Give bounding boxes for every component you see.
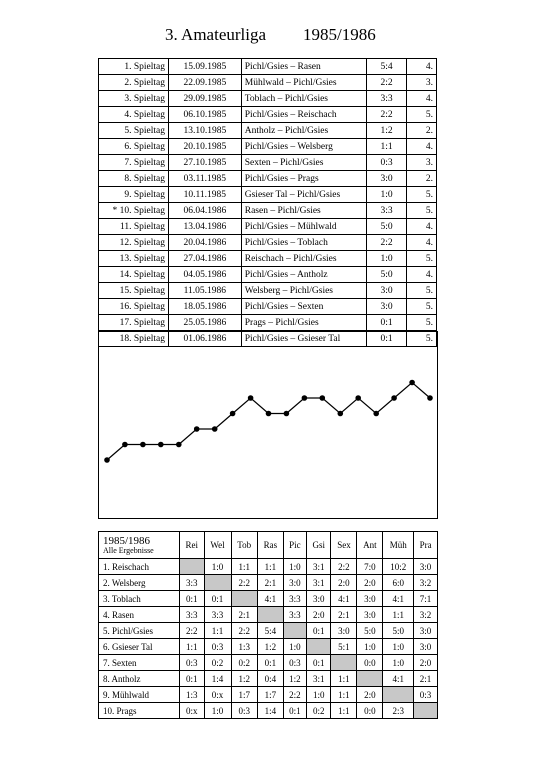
schedule-match: Pichl/Gsies – Mühlwald	[241, 219, 366, 235]
schedule-score: 1:1	[366, 139, 407, 155]
results-column-header: Müh	[383, 532, 414, 559]
results-cell: 2:1	[231, 607, 257, 623]
results-team: 2. Welsberg	[99, 575, 180, 591]
schedule-score: 5:0	[366, 219, 407, 235]
results-diagonal-cell	[257, 607, 283, 623]
results-cell: 0:3	[414, 687, 438, 703]
results-cell: 2:0	[331, 575, 357, 591]
results-cell: 0:1	[180, 591, 205, 607]
results-cell: 4:1	[383, 591, 414, 607]
schedule-row	[99, 123, 437, 139]
schedule-score: 1:0	[366, 251, 407, 267]
schedule-date: 15.09.1985	[168, 59, 241, 75]
schedule-score: 0:3	[366, 155, 407, 171]
results-cell: 3:1	[306, 575, 331, 591]
schedule-day: 1. Spieltag	[99, 59, 169, 75]
results-cell: 0:x	[180, 703, 205, 719]
schedule-row	[99, 251, 437, 267]
schedule-day: 16. Spieltag	[99, 299, 169, 315]
results-cell: 3:0	[283, 575, 306, 591]
schedule-rank: 5.	[407, 251, 437, 267]
schedule-rank: 4.	[407, 235, 437, 251]
schedule-row	[99, 107, 437, 123]
schedule-score: 5:0	[366, 267, 407, 283]
results-cell: 3:0	[414, 639, 438, 655]
schedule-match: Reischach – Pichl/Gsies	[241, 251, 366, 267]
results-diagonal-cell	[331, 655, 357, 671]
results-cell: 2:0	[414, 655, 438, 671]
schedule-row	[99, 219, 437, 235]
results-cell: 1:0	[204, 559, 231, 575]
ranking-point	[140, 442, 146, 448]
results-cell: 1:7	[231, 687, 257, 703]
results-cell: 3:2	[414, 607, 438, 623]
schedule-score: 3:0	[366, 171, 407, 187]
ranking-point	[355, 395, 361, 401]
schedule-match: Pichl/Gsies – Welsberg	[241, 139, 366, 155]
results-cell: 1:0	[204, 703, 231, 719]
results-cell: 3:3	[283, 607, 306, 623]
ranking-point	[302, 395, 308, 401]
schedule-date: 27.04.1986	[168, 251, 241, 267]
schedule-match: Pichl/Gsies – Reischach	[241, 107, 366, 123]
results-cell: 4:1	[383, 671, 414, 687]
results-cell: 4:1	[331, 591, 357, 607]
schedule-date: 10.11.1985	[168, 187, 241, 203]
results-cell: 1:0	[283, 639, 306, 655]
schedule-rank: 5.	[407, 187, 437, 203]
schedule-date: 06.10.1985	[168, 107, 241, 123]
results-cell: 1:1	[331, 671, 357, 687]
results-season: 1985/1986	[103, 534, 151, 547]
results-row	[99, 607, 438, 623]
results-team: 6. Gsieser Tal	[99, 639, 180, 655]
schedule-match: Prags – Pichl/Gsies	[241, 315, 366, 331]
schedule-date: 20.04.1986	[168, 235, 241, 251]
schedule-score: 0:1	[366, 331, 407, 347]
results-cell: 2:0	[306, 607, 331, 623]
results-cell: 0:3	[231, 703, 257, 719]
results-row	[99, 559, 438, 575]
results-cell: 2:1	[414, 671, 438, 687]
schedule-day: 13. Spieltag	[99, 251, 169, 267]
results-cell: 1:2	[283, 671, 306, 687]
schedule-rank: 4.	[407, 59, 437, 75]
results-team: 1. Reischach	[99, 559, 180, 575]
results-cell: 2:0	[357, 687, 383, 703]
results-subtitle: Alle Ergebnisse	[103, 545, 154, 555]
results-cell: 0:1	[180, 671, 205, 687]
results-diagonal-cell	[383, 687, 414, 703]
results-cell: 1:1	[180, 639, 205, 655]
results-diagonal-cell	[231, 591, 257, 607]
schedule-score: 3:3	[366, 203, 407, 219]
ranking-point	[391, 395, 397, 401]
results-matrix	[98, 531, 438, 719]
results-cell: 1:0	[357, 639, 383, 655]
schedule-row	[99, 315, 437, 331]
results-column-header: Pic	[283, 532, 306, 559]
schedule-rank: 5.	[407, 299, 437, 315]
results-column-header: Wel	[204, 532, 231, 559]
schedule-date: 04.05.1986	[168, 267, 241, 283]
ranking-line	[107, 383, 430, 461]
results-cell: 5:1	[331, 639, 357, 655]
schedule-score: 3:0	[366, 299, 407, 315]
schedule-score: 3:3	[366, 91, 407, 107]
results-team: 3. Toblach	[99, 591, 180, 607]
results-cell: 1:0	[306, 687, 331, 703]
schedule-rank: 2.	[407, 123, 437, 139]
ranking-chart	[98, 331, 438, 519]
schedule-match: Welsberg – Pichl/Gsies	[241, 283, 366, 299]
schedule-rank: 2.	[407, 171, 437, 187]
results-cell: 7:1	[414, 591, 438, 607]
ranking-point	[230, 411, 236, 417]
schedule-row	[99, 91, 437, 107]
results-cell: 2:0	[357, 575, 383, 591]
results-cell: 3:0	[306, 591, 331, 607]
results-diagonal-cell	[306, 639, 331, 655]
results-diagonal-cell	[414, 703, 438, 719]
results-team: 5. Pichl/Gsies	[99, 623, 180, 639]
results-cell: 0:x	[204, 687, 231, 703]
results-corner	[99, 532, 180, 559]
schedule-row	[99, 203, 437, 219]
results-cell: 0:4	[257, 671, 283, 687]
results-cell: 2:2	[231, 575, 257, 591]
results-header-row	[99, 532, 438, 559]
schedule-rank: 5.	[407, 107, 437, 123]
results-cell: 0:3	[283, 655, 306, 671]
results-cell: 2:3	[383, 703, 414, 719]
ranking-point	[176, 442, 182, 448]
schedule-day: 12. Spieltag	[99, 235, 169, 251]
schedule-date: 29.09.1985	[168, 91, 241, 107]
schedule-match: Mühlwald – Pichl/Gsies	[241, 75, 366, 91]
results-column-header: Gsi	[306, 532, 331, 559]
results-column-header: Ras	[257, 532, 283, 559]
results-cell: 0:1	[257, 655, 283, 671]
schedule-day: 17. Spieltag	[99, 315, 169, 331]
results-row	[99, 639, 438, 655]
schedule-match: Pichl/Gsies – Rasen	[241, 59, 366, 75]
results-cell: 1:0	[283, 559, 306, 575]
schedule-row	[99, 235, 437, 251]
results-cell: 1:3	[231, 639, 257, 655]
results-cell: 1:1	[383, 607, 414, 623]
schedule-date: 25.05.1986	[168, 315, 241, 331]
schedule-score: 3:0	[366, 283, 407, 299]
results-cell: 0:1	[204, 591, 231, 607]
schedule-row	[99, 299, 437, 315]
results-cell: 10:2	[383, 559, 414, 575]
schedule-day: 8. Spieltag	[99, 171, 169, 187]
results-cell: 3:3	[283, 591, 306, 607]
schedule-day: 15. Spieltag	[99, 283, 169, 299]
schedule-score: 1:0	[366, 187, 407, 203]
results-row	[99, 655, 438, 671]
ranking-point	[427, 395, 433, 401]
schedule-match: Antholz – Pichl/Gsies	[241, 123, 366, 139]
results-team: 10. Prags	[99, 703, 180, 719]
results-cell: 1:1	[231, 559, 257, 575]
results-cell: 0:1	[306, 655, 331, 671]
results-cell: 1:1	[331, 687, 357, 703]
ranking-point	[194, 426, 200, 432]
results-cell: 1:2	[231, 671, 257, 687]
schedule-rank: 5.	[407, 283, 437, 299]
results-column-header: Rei	[180, 532, 205, 559]
schedule-table	[98, 58, 437, 347]
schedule-score: 5:4	[366, 59, 407, 75]
schedule-day: 9. Spieltag	[99, 187, 169, 203]
results-cell: 1:0	[383, 639, 414, 655]
schedule-date: 22.09.1985	[168, 75, 241, 91]
schedule-rank: 4.	[407, 219, 437, 235]
ranking-point	[104, 457, 110, 463]
results-cell: 0:2	[306, 703, 331, 719]
schedule-date: 13.04.1986	[168, 219, 241, 235]
results-cell: 3:0	[414, 559, 438, 575]
schedule-rank: 5.	[407, 203, 437, 219]
results-row	[99, 703, 438, 719]
schedule-row	[99, 75, 437, 91]
ranking-point	[338, 411, 344, 417]
results-cell: 1:0	[383, 655, 414, 671]
schedule-score: 2:2	[366, 235, 407, 251]
season-title: 1985/1986	[303, 25, 376, 44]
ranking-point	[248, 395, 254, 401]
results-cell: 3:1	[306, 559, 331, 575]
results-diagonal-cell	[180, 559, 205, 575]
schedule-rank: 4.	[407, 91, 437, 107]
results-cell: 1:4	[257, 703, 283, 719]
league-title: 3. Amateurliga	[165, 25, 267, 44]
schedule-date: 03.11.1985	[168, 171, 241, 187]
results-cell: 1:1	[204, 623, 231, 639]
schedule-score: 2:2	[366, 107, 407, 123]
results-cell: 3:3	[180, 575, 205, 591]
schedule-row	[99, 171, 437, 187]
results-cell: 1:4	[204, 671, 231, 687]
schedule-day: 3. Spieltag	[99, 91, 169, 107]
schedule-day: * 10. Spieltag	[99, 203, 169, 219]
schedule-day: 18. Spieltag	[99, 331, 169, 347]
ranking-point	[158, 442, 164, 448]
schedule-day: 2. Spieltag	[99, 75, 169, 91]
schedule-match: Pichl/Gsies – Prags	[241, 171, 366, 187]
ranking-point	[212, 426, 218, 432]
results-cell: 1:7	[257, 687, 283, 703]
results-cell: 3:0	[414, 623, 438, 639]
schedule-rank: 4.	[407, 267, 437, 283]
results-cell: 2:2	[180, 623, 205, 639]
results-cell: 3:0	[357, 591, 383, 607]
schedule-date: 11.05.1986	[168, 283, 241, 299]
schedule-date: 18.05.1986	[168, 299, 241, 315]
results-cell: 1:3	[180, 687, 205, 703]
results-cell: 0:1	[283, 703, 306, 719]
results-team: 8. Antholz	[99, 671, 180, 687]
ranking-point	[373, 411, 379, 417]
ranking-point	[409, 380, 415, 386]
schedule-rank: 3.	[407, 155, 437, 171]
results-cell: 2:2	[231, 623, 257, 639]
ranking-point	[122, 442, 128, 448]
results-column-header: Ant	[357, 532, 383, 559]
schedule-match: Pichl/Gsies – Antholz	[241, 267, 366, 283]
schedule-row	[99, 267, 437, 283]
results-cell: 6:0	[383, 575, 414, 591]
schedule-date: 13.10.1985	[168, 123, 241, 139]
results-cell: 5:0	[357, 623, 383, 639]
schedule-rank: 3.	[407, 75, 437, 91]
results-column-header: Pra	[414, 532, 438, 559]
results-cell: 0:2	[231, 655, 257, 671]
results-row	[99, 623, 438, 639]
results-cell: 2:1	[257, 575, 283, 591]
schedule-score: 1:2	[366, 123, 407, 139]
ranking-point	[320, 395, 326, 401]
schedule-rank: 5.	[407, 315, 437, 331]
results-cell: 7:0	[357, 559, 383, 575]
results-row	[99, 591, 438, 607]
results-cell: 1:2	[257, 639, 283, 655]
results-cell: 3:1	[306, 671, 331, 687]
results-team: 4. Rasen	[99, 607, 180, 623]
results-column-header: Sex	[331, 532, 357, 559]
results-row	[99, 575, 438, 591]
results-cell: 1:1	[331, 703, 357, 719]
results-cell: 4:1	[257, 591, 283, 607]
results-cell: 5:0	[383, 623, 414, 639]
schedule-date: 27.10.1985	[168, 155, 241, 171]
schedule-date: 06.04.1986	[168, 203, 241, 219]
schedule-date: 01.06.1986	[168, 331, 241, 347]
results-column-header: Tob	[231, 532, 257, 559]
results-cell: 2:2	[331, 559, 357, 575]
schedule-day: 4. Spieltag	[99, 107, 169, 123]
schedule-match: Rasen – Pichl/Gsies	[241, 203, 366, 219]
schedule-day: 5. Spieltag	[99, 123, 169, 139]
results-cell: 5:4	[257, 623, 283, 639]
results-cell: 0:2	[204, 655, 231, 671]
results-cell: 3:0	[357, 607, 383, 623]
schedule-row	[99, 139, 437, 155]
schedule-match: Sexten – Pichl/Gsies	[241, 155, 366, 171]
results-cell: 0:0	[357, 703, 383, 719]
schedule-match: Toblach – Pichl/Gsies	[241, 91, 366, 107]
schedule-match: Pichl/Gsies – Gsieser Tal	[241, 331, 366, 347]
page-title	[0, 20, 535, 48]
schedule-date: 20.10.1985	[168, 139, 241, 155]
results-cell: 2:1	[331, 607, 357, 623]
results-team: 9. Mühlwald	[99, 687, 180, 703]
schedule-day: 7. Spieltag	[99, 155, 169, 171]
results-row	[99, 671, 438, 687]
results-team: 7. Sexten	[99, 655, 180, 671]
schedule-match: Pichl/Gsies – Sexten	[241, 299, 366, 315]
results-diagonal-cell	[283, 623, 306, 639]
results-cell: 2:2	[283, 687, 306, 703]
results-cell: 0:3	[180, 655, 205, 671]
results-cell: 0:0	[357, 655, 383, 671]
schedule-day: 14. Spieltag	[99, 267, 169, 283]
results-cell: 3:3	[204, 607, 231, 623]
results-cell: 3:0	[331, 623, 357, 639]
results-diagonal-cell	[204, 575, 231, 591]
ranking-point	[266, 411, 272, 417]
ranking-point	[284, 411, 290, 417]
schedule-row	[99, 187, 437, 203]
results-cell: 0:1	[306, 623, 331, 639]
schedule-rank: 5.	[407, 331, 437, 347]
schedule-match: Gsieser Tal – Pichl/Gsies	[241, 187, 366, 203]
schedule-row	[99, 283, 437, 299]
schedule-score: 0:1	[366, 315, 407, 331]
schedule-row	[99, 59, 437, 75]
results-diagonal-cell	[357, 671, 383, 687]
results-cell: 3:2	[414, 575, 438, 591]
results-cell: 1:1	[257, 559, 283, 575]
schedule-rank: 4.	[407, 139, 437, 155]
results-row	[99, 687, 438, 703]
schedule-day: 11. Spieltag	[99, 219, 169, 235]
schedule-score: 2:2	[366, 75, 407, 91]
schedule-day: 6. Spieltag	[99, 139, 169, 155]
schedule-match: Pichl/Gsies – Toblach	[241, 235, 366, 251]
schedule-row	[99, 155, 437, 171]
results-cell: 3:3	[180, 607, 205, 623]
results-cell: 0:3	[204, 639, 231, 655]
chart-svg	[99, 332, 439, 520]
